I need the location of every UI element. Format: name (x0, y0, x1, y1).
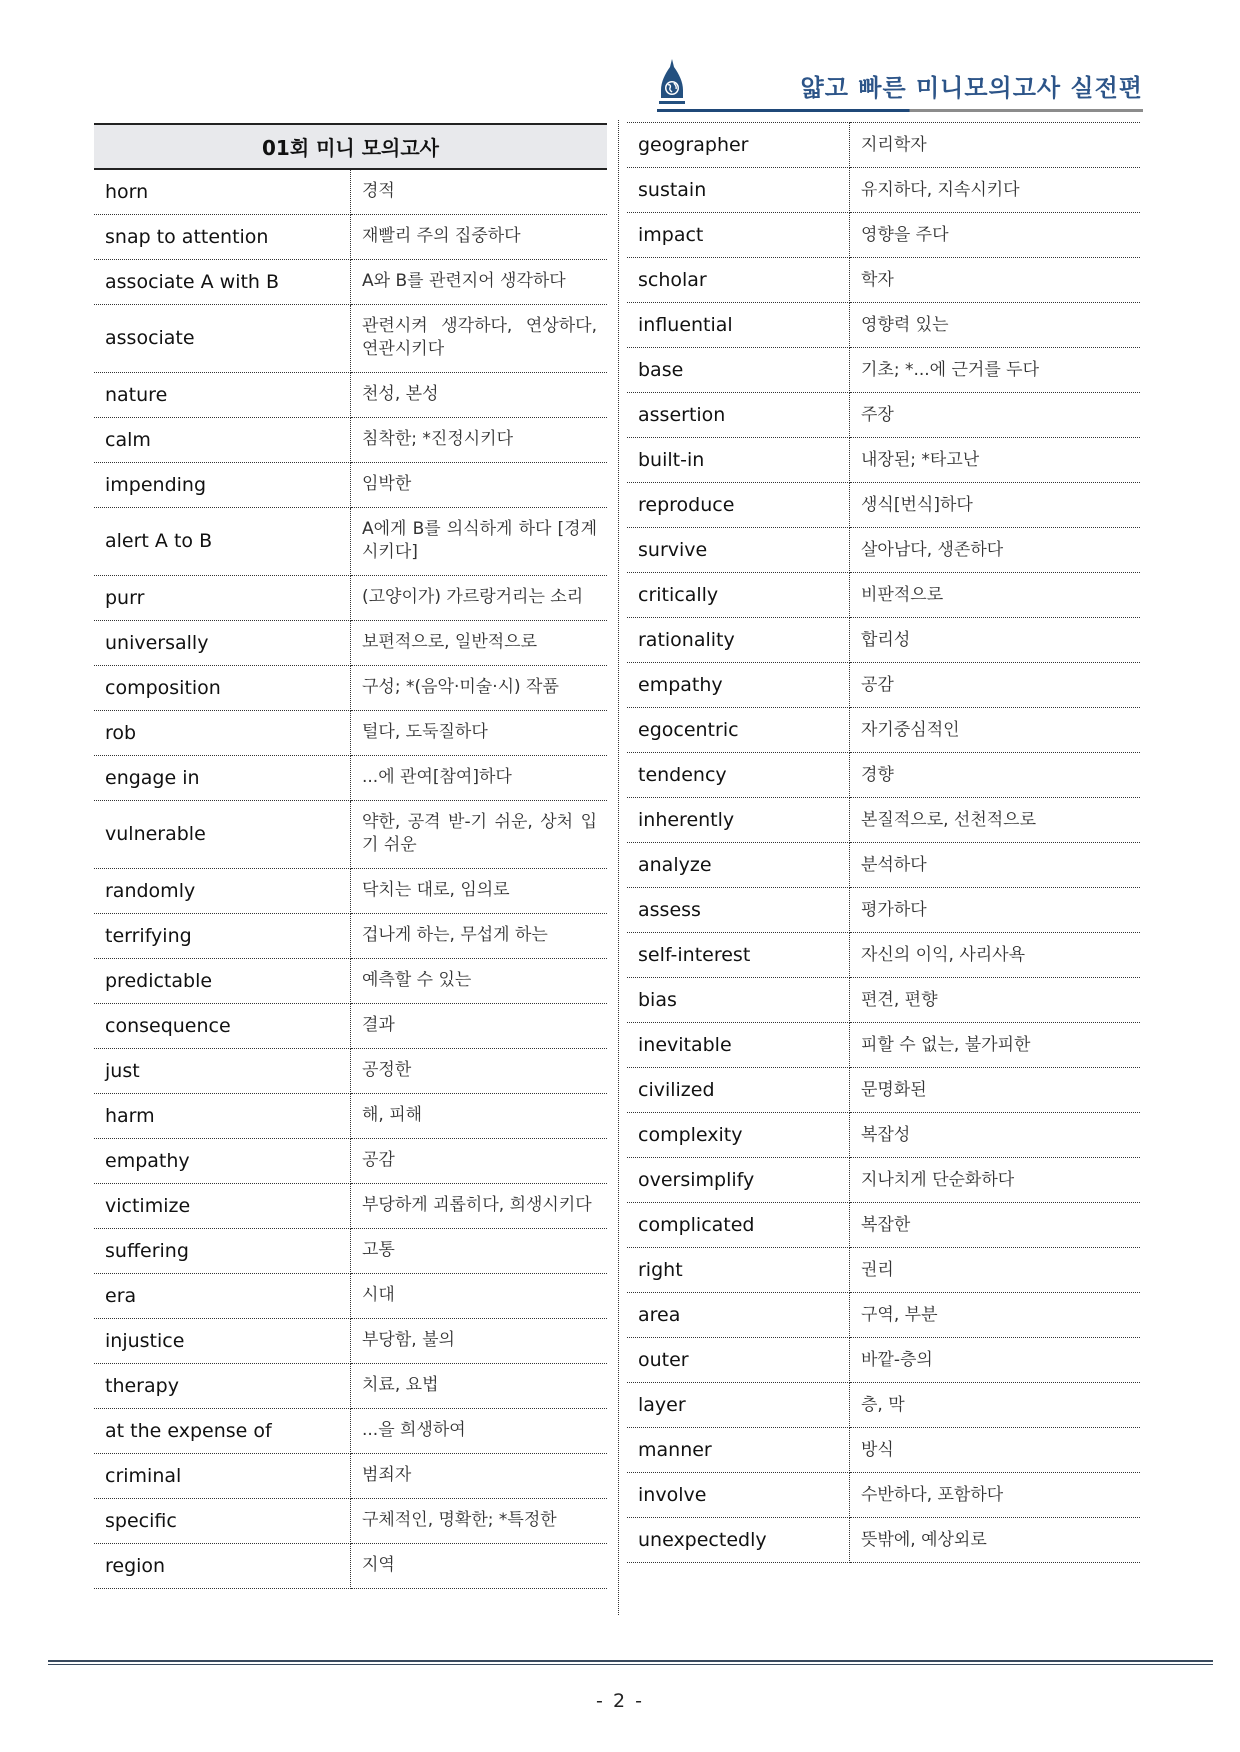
vocab-meaning: 살아남다, 생존하다 (850, 528, 1141, 573)
vocab-word: layer (627, 1383, 850, 1428)
vocab-word: randomly (94, 868, 351, 913)
vocab-row (627, 303, 1140, 348)
vocab-word: right (627, 1248, 850, 1293)
vocab-word: oversimplify (627, 1158, 850, 1203)
vocab-word: universally (94, 620, 351, 665)
vocab-word: region (94, 1543, 351, 1588)
vocab-row (94, 1228, 607, 1273)
vocab-row (627, 1248, 1140, 1293)
vocab-row (627, 663, 1140, 708)
vocab-row (94, 710, 607, 755)
vocab-word: horn (94, 169, 351, 214)
footer-rule (48, 1660, 1213, 1665)
vocab-word: era (94, 1273, 351, 1318)
vocab-row (94, 1453, 607, 1498)
vocab-word: at the expense of (94, 1408, 351, 1453)
vocab-meaning: 바깥-층의 (850, 1338, 1141, 1383)
vocab-row (94, 913, 607, 958)
vocab-word: suffering (94, 1228, 351, 1273)
vocab-word: victimize (94, 1183, 351, 1228)
vocab-word: sustain (627, 168, 850, 213)
vocab-word: specific (94, 1498, 351, 1543)
vocab-meaning: 유지하다, 지속시키다 (850, 168, 1141, 213)
vocab-meaning: 예측할 수 있는 (351, 958, 608, 1003)
vocab-meaning: 지리학자 (850, 123, 1141, 168)
vocab-meaning: 털다, 도둑질하다 (351, 710, 608, 755)
vocab-row (94, 665, 607, 710)
vocab-meaning: 침착한; *진정시키다 (351, 417, 608, 462)
vocab-row (627, 393, 1140, 438)
vocab-word: empathy (627, 663, 850, 708)
vocab-row (627, 573, 1140, 618)
vocab-word: influential (627, 303, 850, 348)
vocab-word: impact (627, 213, 850, 258)
vocab-row (627, 933, 1140, 978)
vocab-word: criminal (94, 1453, 351, 1498)
vocab-meaning: 경향 (850, 753, 1141, 798)
vocab-row (627, 438, 1140, 483)
vocab-row (627, 753, 1140, 798)
vocab-word: purr (94, 575, 351, 620)
vocab-row (94, 1093, 607, 1138)
vocab-row (94, 1363, 607, 1408)
vocab-meaning: 내장된; *타고난 (850, 438, 1141, 483)
vocab-word: calm (94, 417, 351, 462)
vocab-meaning: 영향을 주다 (850, 213, 1141, 258)
vocab-word: tendency (627, 753, 850, 798)
pen-nib-globe-icon (657, 58, 687, 108)
vocab-word: rationality (627, 618, 850, 663)
vocab-meaning: 본질적으로, 선천적으로 (850, 798, 1141, 843)
vocab-meaning: 분석하다 (850, 843, 1141, 888)
vocab-word: manner (627, 1428, 850, 1473)
vocab-meaning: 방식 (850, 1428, 1141, 1473)
vocab-row (94, 462, 607, 507)
vocab-word: egocentric (627, 708, 850, 753)
vocab-row (94, 620, 607, 665)
vocab-meaning: 뜻밖에, 예상외로 (850, 1518, 1141, 1563)
vocab-meaning: 생식[번식]하다 (850, 483, 1141, 528)
vocab-row (94, 1273, 607, 1318)
vocab-word: unexpectedly (627, 1518, 850, 1563)
vocab-meaning: 구성; *(음악·미술·시) 작품 (351, 665, 608, 710)
vocab-meaning: 합리성 (850, 618, 1141, 663)
test-title: 01회 미니 모의고사 (94, 124, 607, 169)
vocab-meaning: 기초; *...에 근거를 두다 (850, 348, 1141, 393)
vocab-row (627, 1113, 1140, 1158)
vocab-meaning: 복잡한 (850, 1203, 1141, 1248)
vocab-word: associate (94, 304, 351, 372)
vocab-row (94, 1183, 607, 1228)
vocab-word: snap to attention (94, 214, 351, 259)
vocab-word: outer (627, 1338, 850, 1383)
vocab-word: rob (94, 710, 351, 755)
vocab-word: area (627, 1293, 850, 1338)
vocab-word: terrifying (94, 913, 351, 958)
vocab-row (627, 1023, 1140, 1068)
vocab-word: self-interest (627, 933, 850, 978)
vocab-row (627, 1473, 1140, 1518)
vocab-meaning: 범죄자 (351, 1453, 608, 1498)
vocab-meaning: 피할 수 없는, 불가피한 (850, 1023, 1141, 1068)
vocab-word: scholar (627, 258, 850, 303)
vocab-meaning: 자신의 이익, 사리사욕 (850, 933, 1141, 978)
vocab-meaning: 경적 (351, 169, 608, 214)
vocab-row (627, 618, 1140, 663)
page-number: - 2 - (596, 1690, 644, 1712)
vocab-row (94, 1138, 607, 1183)
vocab-word: built-in (627, 438, 850, 483)
vocab-row (627, 1518, 1140, 1563)
vocab-row (94, 1408, 607, 1453)
vocab-meaning: 고통 (351, 1228, 608, 1273)
vocab-word: assertion (627, 393, 850, 438)
vocab-row (94, 575, 607, 620)
header-underline (657, 109, 1143, 112)
vocab-meaning: 부당하게 괴롭히다, 희생시키다 (351, 1183, 608, 1228)
vocab-row (627, 1338, 1140, 1383)
vocab-meaning: 층, 막 (850, 1383, 1141, 1428)
vocab-meaning: 관련시켜 생각하다, 연상하다, 연관시키다 (351, 304, 608, 372)
vocab-word: consequence (94, 1003, 351, 1048)
vocab-meaning: 공정한 (351, 1048, 608, 1093)
vocab-word: alert A to B (94, 507, 351, 575)
vocab-meaning: 결과 (351, 1003, 608, 1048)
vocab-word: complicated (627, 1203, 850, 1248)
vocab-meaning: ...을 희생하여 (351, 1408, 608, 1453)
vocab-row (627, 1293, 1140, 1338)
vocab-meaning: 편견, 편향 (850, 978, 1141, 1023)
vocab-word: civilized (627, 1068, 850, 1113)
vocab-meaning: 지역 (351, 1543, 608, 1588)
vocab-meaning: 자기중심적인 (850, 708, 1141, 753)
vocab-word: engage in (94, 755, 351, 800)
vocab-meaning: A와 B를 관련지어 생각하다 (351, 259, 608, 304)
vocab-meaning: 약한, 공격 받-기 쉬운, 상처 입기 쉬운 (351, 800, 608, 868)
vocab-word: composition (94, 665, 351, 710)
vocab-row (94, 417, 607, 462)
vocab-row (627, 1428, 1140, 1473)
vocab-meaning: 재빨리 주의 집중하다 (351, 214, 608, 259)
vocab-row (94, 1003, 607, 1048)
vocab-meaning: 닥치는 대로, 임의로 (351, 868, 608, 913)
vocab-row (627, 528, 1140, 573)
vocab-word: reproduce (627, 483, 850, 528)
vocab-row (627, 483, 1140, 528)
vocab-meaning: 구역, 부분 (850, 1293, 1141, 1338)
vocab-meaning: 복잡성 (850, 1113, 1141, 1158)
vocab-word: base (627, 348, 850, 393)
vocab-meaning: 임박한 (351, 462, 608, 507)
vocab-meaning: 해, 피해 (351, 1093, 608, 1138)
vocab-meaning: 영향력 있는 (850, 303, 1141, 348)
vocab-row (94, 1498, 607, 1543)
vocab-word: just (94, 1048, 351, 1093)
vocab-row (94, 304, 607, 372)
vocab-row (94, 1543, 607, 1588)
vocab-row (627, 168, 1140, 213)
vocab-row (627, 258, 1140, 303)
vocab-word: empathy (94, 1138, 351, 1183)
vocab-meaning: 권리 (850, 1248, 1141, 1293)
vocab-row (627, 1158, 1140, 1203)
vocab-word: involve (627, 1473, 850, 1518)
vocab-word: analyze (627, 843, 850, 888)
vocab-row (627, 1203, 1140, 1248)
vocab-meaning: 비판적으로 (850, 573, 1141, 618)
vocab-meaning: 주장 (850, 393, 1141, 438)
vocab-row (94, 958, 607, 1003)
vocab-row (94, 507, 607, 575)
vocab-word: harm (94, 1093, 351, 1138)
series-title: 얇고 빠른 미니모의고사 실전편 (800, 74, 1143, 102)
vocab-row (627, 708, 1140, 753)
vocab-row (627, 123, 1140, 168)
vocab-word: associate A with B (94, 259, 351, 304)
vocab-word: survive (627, 528, 850, 573)
vocab-word: vulnerable (94, 800, 351, 868)
vocab-word: complexity (627, 1113, 850, 1158)
vocab-meaning: 공감 (850, 663, 1141, 708)
vocab-word: critically (627, 573, 850, 618)
vocab-row (94, 1048, 607, 1093)
vocab-meaning: A에게 B를 의식하게 하다 [경계시키다] (351, 507, 608, 575)
vocab-meaning: (고양이가) 가르랑거리는 소리 (351, 575, 608, 620)
vocab-word: geographer (627, 123, 850, 168)
vocab-meaning: 보편적으로, 일반적으로 (351, 620, 608, 665)
vocab-meaning: 천성, 본성 (351, 372, 608, 417)
vocab-word: impending (94, 462, 351, 507)
vocab-word: inevitable (627, 1023, 850, 1068)
vocab-row (627, 213, 1140, 258)
vocab-row (627, 888, 1140, 933)
vocab-row (94, 868, 607, 913)
vocab-row (627, 978, 1140, 1023)
vocab-row (627, 1068, 1140, 1113)
page-header (655, 56, 1143, 112)
vocab-meaning: 학자 (850, 258, 1141, 303)
vocab-meaning: 수반하다, 포함하다 (850, 1473, 1141, 1518)
vocab-word: nature (94, 372, 351, 417)
vocab-row (94, 800, 607, 868)
vocab-meaning: ...에 관여[참여]하다 (351, 755, 608, 800)
vocab-word: predictable (94, 958, 351, 1003)
vocab-row (94, 1318, 607, 1363)
vocab-row (627, 798, 1140, 843)
vocab-row (94, 755, 607, 800)
vocab-row (627, 348, 1140, 393)
vocab-word: inherently (627, 798, 850, 843)
vocab-meaning: 시대 (351, 1273, 608, 1318)
vocab-row (94, 372, 607, 417)
vocab-meaning: 지나치게 단순화하다 (850, 1158, 1141, 1203)
vocab-table-right (627, 122, 1140, 1563)
vocab-row (627, 843, 1140, 888)
vocab-meaning: 부당함, 불의 (351, 1318, 608, 1363)
vocab-word: bias (627, 978, 850, 1023)
vocab-table-left (94, 123, 607, 1589)
vocab-word: assess (627, 888, 850, 933)
vocab-row (627, 1383, 1140, 1428)
vocab-meaning: 문명화된 (850, 1068, 1141, 1113)
vocab-row (94, 169, 607, 214)
vocab-meaning: 구체적인, 명확한; *특정한 (351, 1498, 608, 1543)
vocab-meaning: 공감 (351, 1138, 608, 1183)
vocab-row (94, 214, 607, 259)
vocab-meaning: 겁나게 하는, 무섭게 하는 (351, 913, 608, 958)
vocab-word: therapy (94, 1363, 351, 1408)
vocab-word: injustice (94, 1318, 351, 1363)
vocab-meaning: 평가하다 (850, 888, 1141, 933)
column-divider (618, 120, 619, 1615)
vocab-row (94, 259, 607, 304)
vocab-meaning: 치료, 요법 (351, 1363, 608, 1408)
